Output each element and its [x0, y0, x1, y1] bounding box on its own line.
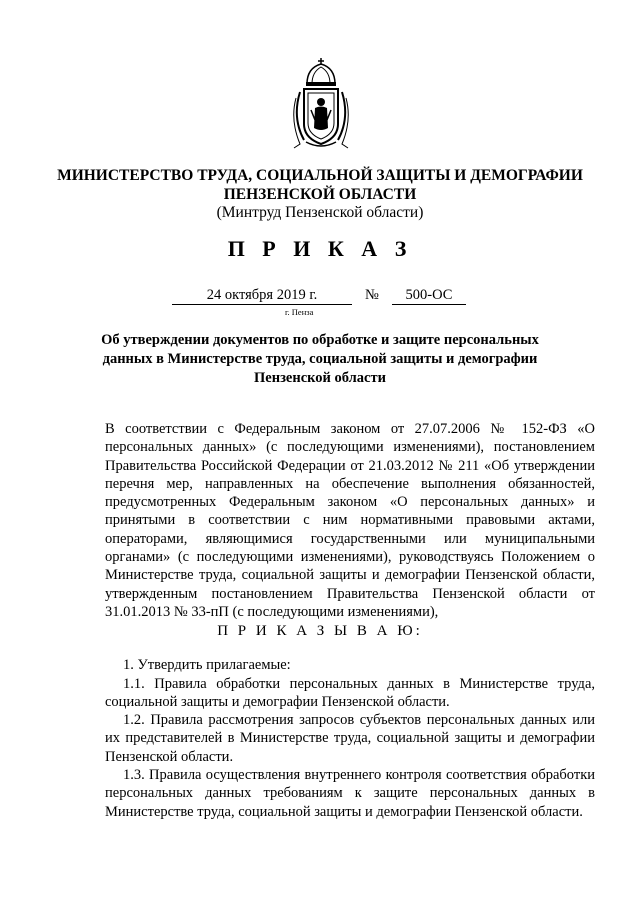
- order-subject: [0, 331, 640, 388]
- ministry-short-name: (Минтруд Пензенской области): [216, 204, 424, 221]
- subject-line: Об утверждении документов по обработке и защите персональных: [101, 332, 539, 348]
- preamble-paragraph: [105, 420, 595, 621]
- preamble-text: В соответствии с Федеральным законом от 27.07.2006 № 152-ФЗ «О персональных данных» (с последующими изменениями), постановлением Правительства Российской Федерации от 21.03.2012 № 211 «Об утверждении перечня мер, направленных на обеспечение выполнения обязанностей, предусмотренных Федеральным законом «О персональных данных» и принятыми в соответствии с ним нормативными правовыми актами, операторами, являющимися государственными или муниципальными органами» (с последующими изменениями), руководствуясь Положением о Министерстве труда, социальной защиты и демографии Пензенской области, утвержденным постановлением Правительства Пензенской области от 31.01.2013 № 33-пП (с последующими изменениями),: [105, 421, 595, 620]
- order-number: 500-ОС: [392, 287, 466, 305]
- subject-line: Пензенской области: [254, 370, 386, 386]
- document-title: П Р И К А З: [227, 236, 413, 261]
- order-item: 1.2. Правила рассмотрения запросов субъектов персональных данных или их представителей в Министерстве труда, социальной защиты и демографии Пензенской области.: [105, 712, 595, 765]
- ministry-name-line2: ПЕНЗЕНСКОЙ ОБЛАСТИ: [223, 186, 417, 203]
- city-label: г. Пенза: [285, 307, 314, 317]
- orders-heading: П Р И К А З Ы В А Ю:: [217, 623, 423, 639]
- number-sign: №: [365, 287, 379, 303]
- subject-line: данных в Министерстве труда, социальной защиты и демографии: [102, 351, 538, 367]
- date-number-row: [0, 287, 640, 307]
- order-item: 1.3. Правила осуществления внутреннего контроля соответствия обработки персональных данных требованиям к защите персональных данных в Министерстве труда, социальной защиты и демографии Пензенской области.: [105, 767, 595, 820]
- ministry-name-line1: МИНИСТЕРСТВО ТРУДА, СОЦИАЛЬНОЙ ЗАЩИТЫ И ДЕМОГРАФИИ: [57, 167, 583, 184]
- order-item: 1.1. Правила обработки персональных данных в Министерстве труда, социальной защиты и демографии Пензенской области.: [105, 676, 595, 711]
- order-date: 24 октября 2019 г.: [172, 287, 352, 305]
- coat-of-arms-emblem: [290, 58, 352, 150]
- order-item: 1. Утвердить прилагаемые:: [123, 657, 291, 673]
